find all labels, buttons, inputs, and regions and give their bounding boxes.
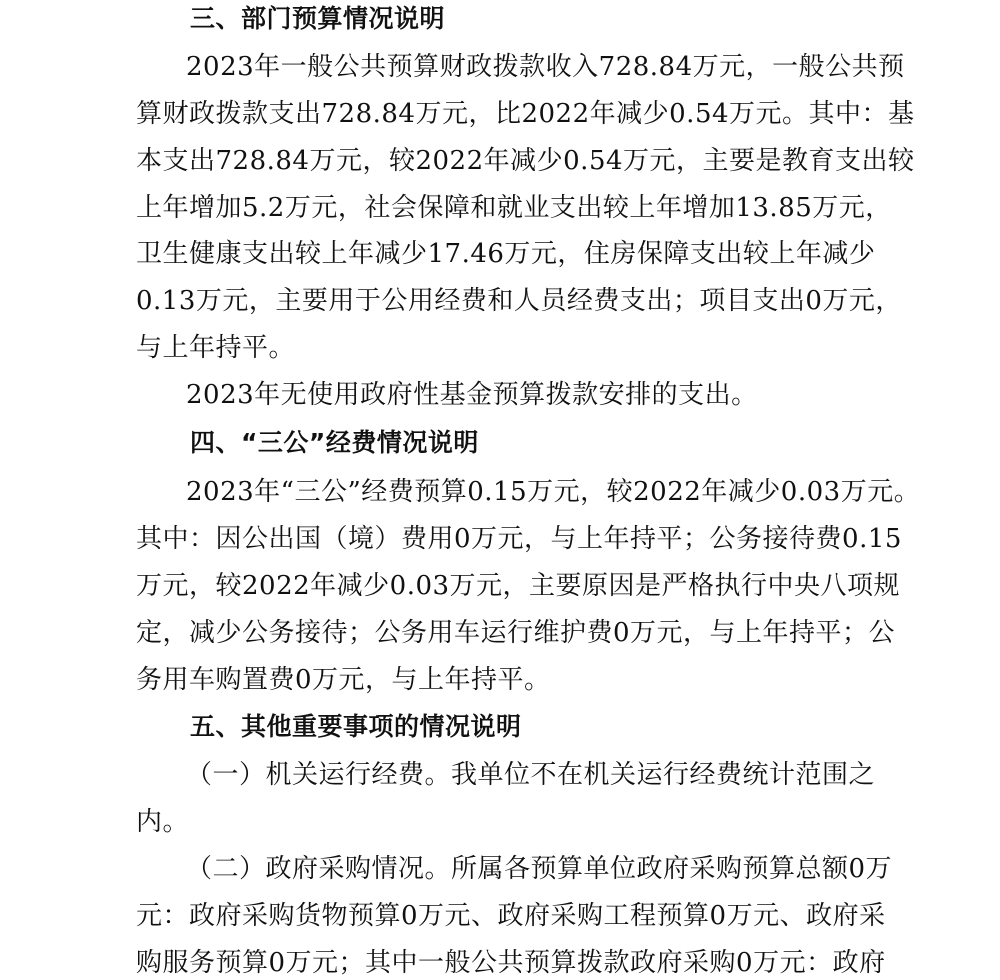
section-heading-other-matters: 五、其他重要事项的情况说明 [190, 712, 522, 741]
paragraph-line: 0.13万元，主要用于公用经费和人员经费支出；项目支出0万元， [136, 286, 902, 316]
paragraph-line: 万元，较2022年减少0.03万元，主要原因是严格执行中央八项规 [136, 571, 901, 601]
paragraph-line: 元：政府采购货物预算0万元、政府采购工程预算0万元、政府采 [136, 901, 886, 931]
paragraph-line: 务用车购置费0万元，与上年持平。 [136, 665, 551, 695]
paragraph-line: （二）政府采购情况。所属各预算单位政府采购预算总额0万 [186, 854, 893, 884]
paragraph-line: 2023年一般公共预算财政拨款收入728.84万元，一般公共预 [186, 52, 905, 82]
paragraph-line: 2023年无使用政府性基金预算拨款安排的支出。 [186, 380, 758, 410]
paragraph-line: 其中：因公出国（境）费用0万元，与上年持平；公务接待费0.15 [136, 524, 902, 554]
paragraph-line: 内。 [136, 807, 190, 837]
paragraph-line: 本支出728.84万元，较2022年减少0.54万元，主要是教育支出较 [136, 146, 915, 176]
section-heading-three-public: 四、“三公”经费情况说明 [190, 428, 479, 457]
paragraph-line: 定，减少公务接待；公务用车运行维护费0万元，与上年持平；公 [136, 618, 896, 648]
paragraph-line: （一）机关运行经费。我单位不在机关运行经费统计范围之 [186, 760, 876, 790]
paragraph-line: 购服务预算0万元；其中一般公共预算拨款政府采购0万元：政府 [136, 948, 886, 978]
section-heading-budget: 三、部门预算情况说明 [190, 4, 446, 33]
paragraph-line: 与上年持平。 [136, 333, 296, 363]
paragraph-line: 2023年“三公”经费预算0.15万元，较2022年减少0.03万元。 [186, 477, 921, 507]
paragraph-line: 上年增加5.2万元，社会保障和就业支出较上年增加13.85万元， [136, 193, 892, 223]
paragraph-line: 算财政拨款支出728.84万元，比2022年减少0.54万元。其中：基 [136, 99, 915, 129]
paragraph-line: 卫生健康支出较上年减少17.46万元，住房保障支出较上年减少 [136, 239, 876, 269]
